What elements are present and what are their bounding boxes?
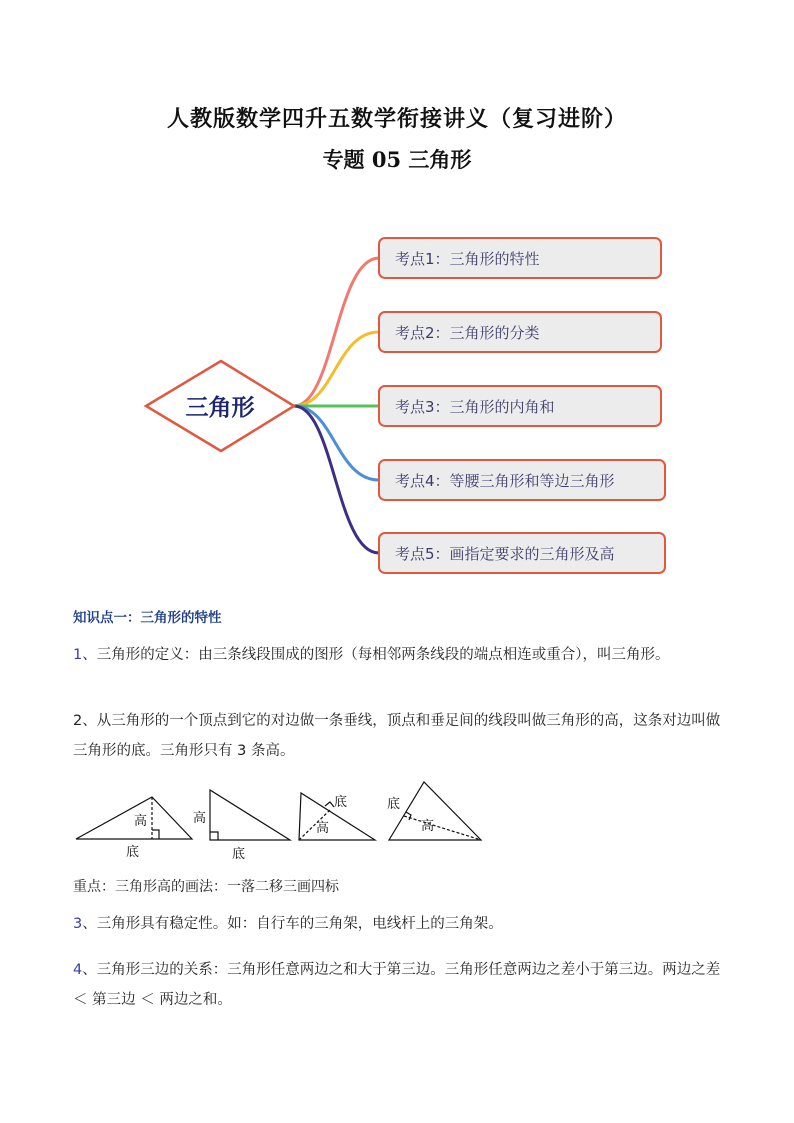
branch-line-2 bbox=[294, 332, 379, 406]
side-relation-text: 、三角形三边的关系：三角形任意两边之和大于第三边。三角形任意两边之差小于第三边。两边之差 ＜ 第三边 ＜ 两边之和。 bbox=[73, 962, 721, 1008]
height-label-4: 高 bbox=[421, 819, 435, 834]
topic-subtitle: 专题 05 三角形 bbox=[322, 147, 472, 172]
topic-node-label-2: 考点2：三角形的分类 bbox=[395, 324, 540, 342]
branch-line-4 bbox=[294, 406, 379, 480]
right-angle-mark-4 bbox=[406, 812, 411, 820]
paragraph-side-relation bbox=[73, 955, 733, 1015]
base-label-4: 底 bbox=[387, 797, 401, 812]
paragraph-stability bbox=[73, 909, 733, 939]
triangle-height-figures bbox=[0, 770, 794, 865]
topic-node-label-1: 考点1：三角形的特性 bbox=[395, 250, 540, 268]
base-label-2: 底 bbox=[232, 847, 246, 862]
base-label-3: 底 bbox=[334, 795, 348, 810]
height-label-3: 高 bbox=[316, 821, 330, 836]
branch-line-1 bbox=[294, 258, 379, 406]
mind-map-nodes bbox=[379, 238, 665, 573]
center-label: 三角形 bbox=[185, 395, 255, 421]
document-title: 人教版数学四升五数学衔接讲义（复习进阶） bbox=[166, 106, 627, 132]
right-angle-mark-2 bbox=[210, 832, 218, 840]
triangle-figure-4 bbox=[389, 782, 481, 840]
topic-node-label-3: 考点3：三角形的内角和 bbox=[395, 398, 555, 416]
paragraph-height bbox=[73, 706, 733, 766]
item-number: 3 bbox=[73, 916, 83, 932]
topic-node-label-5: 考点5：画指定要求的三角形及高 bbox=[395, 545, 615, 563]
right-angle-mark-1 bbox=[152, 830, 159, 839]
key-point: 重点：三角形高的画法：一落二移三画四标 bbox=[73, 879, 339, 895]
mind-map-branches bbox=[294, 258, 379, 553]
height-label-2: 高 bbox=[193, 811, 207, 826]
height-text: 2、从三角形的一个顶点到它的对边做一条垂线，顶点和垂足间的线段叫做三角形的高，这条对边叫做三角形的底。三角形只有 3 条高。 bbox=[73, 713, 721, 759]
item-number: 1 bbox=[73, 647, 83, 663]
item-number: 4 bbox=[73, 962, 83, 978]
paragraph-definition bbox=[73, 640, 733, 670]
section-heading: 知识点一：三角形的特性 bbox=[73, 610, 222, 626]
base-label-1: 底 bbox=[126, 845, 140, 860]
topic-node-label-4: 考点4：等腰三角形和等边三角形 bbox=[395, 472, 615, 490]
branch-line-5 bbox=[294, 406, 379, 553]
right-angle-mark-3 bbox=[325, 802, 334, 807]
definition-text: 、三角形的定义：由三条线段围成的图形（每相邻两条线段的端点相连或重合），叫三角形。 bbox=[82, 647, 670, 663]
triangle-figure-2 bbox=[210, 790, 290, 840]
stability-text: 、三角形具有稳定性。如：自行车的三角架，电线杆上的三角架。 bbox=[82, 916, 503, 932]
mind-map bbox=[0, 225, 794, 585]
height-label-1: 高 bbox=[134, 814, 148, 829]
